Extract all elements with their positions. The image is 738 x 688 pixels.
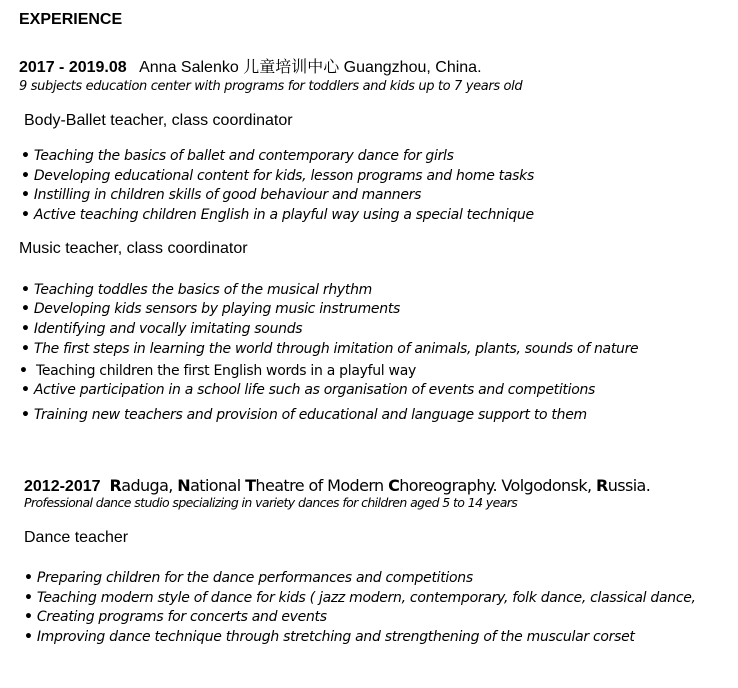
job1-role1-title: Body-Ballet teacher, class coordinator [24,112,293,129]
job1-period: 2017 - 2019.08 [19,59,127,76]
list-item: • Training new teachers and provision of educational and language support to them [21,407,587,423]
section-title: EXPERIENCE [19,11,123,28]
list-item: • Teaching modern style of dance for kids ( jazz modern, contemporary, folk dance, classical dance, [24,590,696,606]
job1-role2-title: Music teacher, class coordinator [19,240,248,257]
job2-role1-title: Dance teacher [24,529,129,546]
list-item: • Developing kids sensors by playing music instruments [21,301,401,317]
list-item: • The first steps in learning the world through imitation of animals, plants, sounds of nature [21,341,639,357]
list-item: • Teaching toddles the basics of the musical rhythm [21,282,372,298]
list-item: • Active teaching children English in a playful way using a special technique [21,207,534,223]
job2-name: Raduga, National Theatre of Modern Choreography. Volgodonsk, Russia. [109,476,651,495]
list-item: • Instilling in children skills of good behaviour and manners [21,187,422,203]
job1-description: 9 subjects education center with programs for toddlers and kids up to 7 years old [19,79,523,94]
job2-period: 2012-2017 [24,478,101,495]
list-item: • Preparing children for the dance performances and competitions [24,570,473,586]
job2-description: Professional dance studio specializing in variety dances for children aged 5 to 14 years [24,495,518,510]
job1-employer: Anna Salenko 儿童培训中心 Guangzhou, China. [139,59,482,76]
list-item: • Teaching the basics of ballet and contemporary dance for girls [21,148,454,164]
list-item: • Teaching children the first English words in a playful way [19,363,416,379]
list-item: • Improving dance technique through stretching and strengthening of the muscular corset [24,629,635,645]
list-item: • Creating programs for concerts and events [24,609,327,625]
list-item: • Active participation in a school life such as organisation of events and competitions [21,382,596,398]
job1-header [19,54,482,77]
job2-header [24,476,650,496]
list-item: • Developing educational content for kids, lesson programs and home tasks [21,168,534,184]
list-item: • Identifying and vocally imitating sounds [21,321,303,337]
